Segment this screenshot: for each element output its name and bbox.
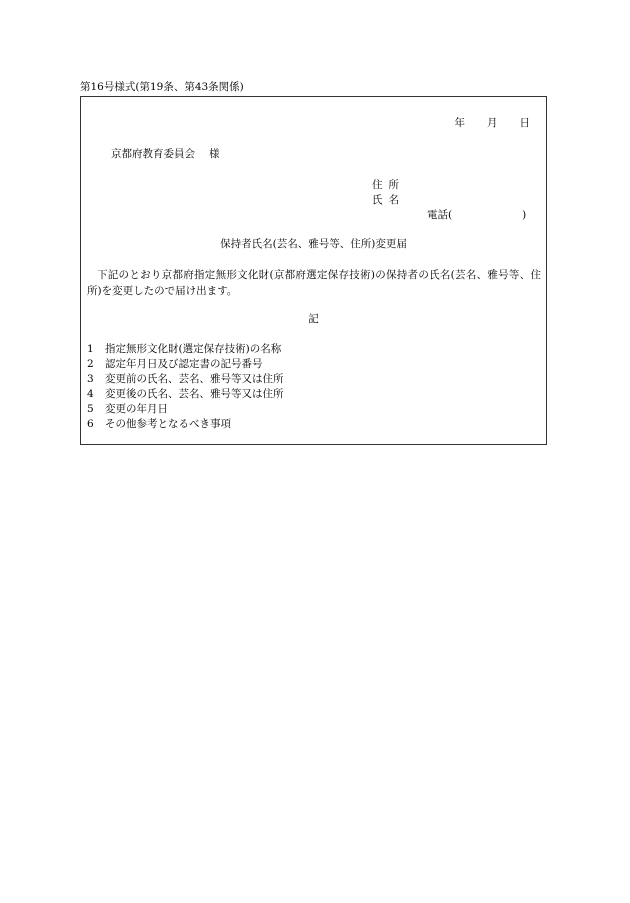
item-list <box>87 342 284 432</box>
phone-row <box>427 207 526 222</box>
item-text: 認定年月日及び認定書の記号番号 <box>105 358 263 370</box>
date-row <box>433 115 531 130</box>
item-text: 指定無形文化財(選定保存技術)の名称 <box>105 343 282 355</box>
date-day-label: 日 <box>519 117 530 129</box>
list-item <box>87 387 284 402</box>
item-number: 4 <box>87 388 94 400</box>
item-number: 2 <box>87 358 94 370</box>
phone-label: 電話( <box>427 209 453 221</box>
date-month-label: 月 <box>487 117 498 129</box>
form-number: 第16号様式(第19条、第43条関係) <box>80 81 244 93</box>
list-item <box>87 342 284 357</box>
date-year-label: 年 <box>454 117 465 129</box>
address-label: 住所 <box>372 179 405 191</box>
item-number: 6 <box>87 418 94 430</box>
addressee-honorific: 様 <box>209 148 220 160</box>
item-number: 1 <box>87 343 94 355</box>
item-number: 5 <box>87 403 94 415</box>
addressee <box>111 146 220 161</box>
addressee-name: 京都府教育委員会 <box>111 148 195 160</box>
list-item <box>87 357 284 372</box>
phone-close: ) <box>522 209 527 221</box>
item-text: その他参考となるべき事項 <box>105 418 231 430</box>
list-item <box>87 402 284 417</box>
document-title: 保持者氏名(芸名、雅号等、住所)変更届 <box>220 238 407 250</box>
name-label: 氏名 <box>372 194 405 206</box>
item-number: 3 <box>87 373 94 385</box>
form-box <box>80 96 547 445</box>
item-text: 変更前の氏名、芸名、雅号等又は住所 <box>105 373 284 385</box>
body-text: 下記のとおり京都府指定無形文化財(京都府選定保存技術)の保持者の氏名(芸名、雅号等、住所)を変更したので届け出ます。 <box>87 269 541 297</box>
list-item <box>87 417 284 432</box>
list-item <box>87 372 284 387</box>
item-text: 変更後の氏名、芸名、雅号等又は住所 <box>105 388 284 400</box>
item-text: 変更の年月日 <box>105 403 168 415</box>
ki-heading: 記 <box>308 313 319 325</box>
